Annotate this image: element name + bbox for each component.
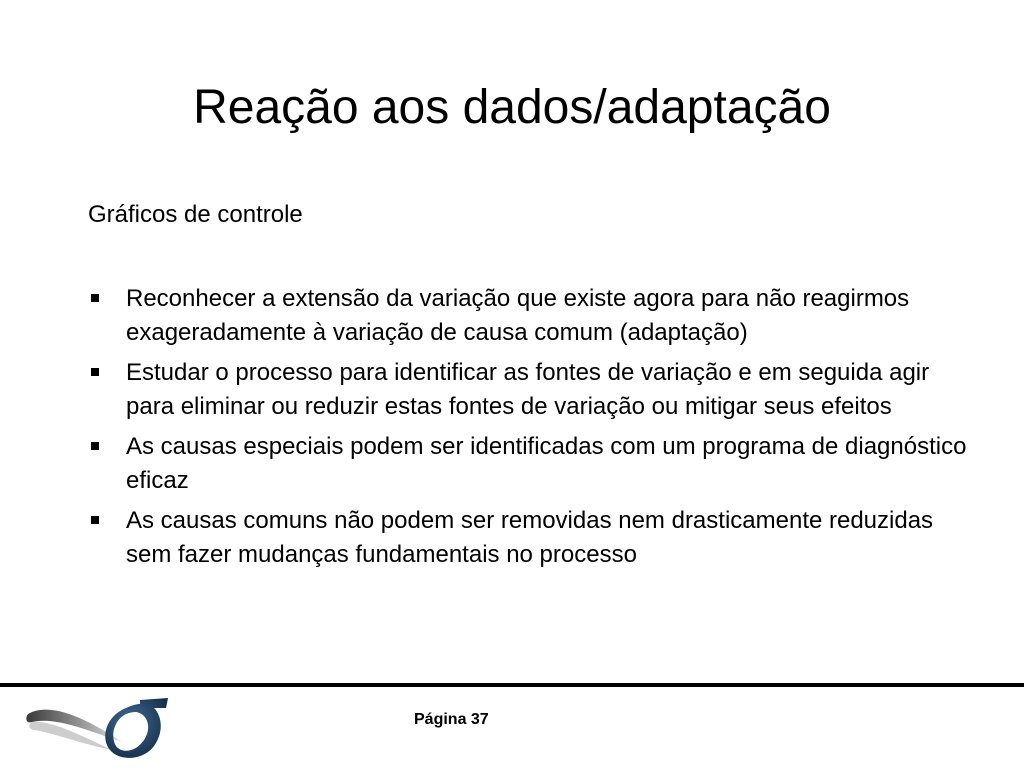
bullet-item <box>88 356 968 424</box>
bullet-text: As causas especiais podem ser identificadas com um programa de diagnóstico eficaz <box>126 433 967 494</box>
slide-subtitle: Gráficos de controle <box>88 201 303 228</box>
footer-divider <box>0 683 1024 687</box>
sigma-swoosh-logo-icon <box>22 692 172 764</box>
bullet-text: Estudar o processo para identificar as fontes de variação e em seguida agir para eliminar ou reduzir estas fontes de variação ou mitigar seus efeitos <box>126 359 930 420</box>
square-bullet-icon <box>91 294 99 302</box>
page-number: Página 37 <box>414 711 489 728</box>
bullet-item <box>88 430 968 498</box>
slide-title: Reação aos dados/adaptação <box>193 81 831 134</box>
bullet-item <box>88 282 968 350</box>
bullet-text: As causas comuns não podem ser removidas nem drasticamente reduzidas sem fazer mudanças fundamentais no processo <box>126 507 934 568</box>
bullet-item <box>88 504 968 572</box>
square-bullet-icon <box>91 516 99 524</box>
bullet-list <box>88 282 968 578</box>
square-bullet-icon <box>91 442 99 450</box>
bullet-text: Reconhecer a extensão da variação que existe agora para não reagirmos exageradamente à variação de causa comum (adaptação) <box>126 285 910 346</box>
square-bullet-icon <box>91 368 99 376</box>
